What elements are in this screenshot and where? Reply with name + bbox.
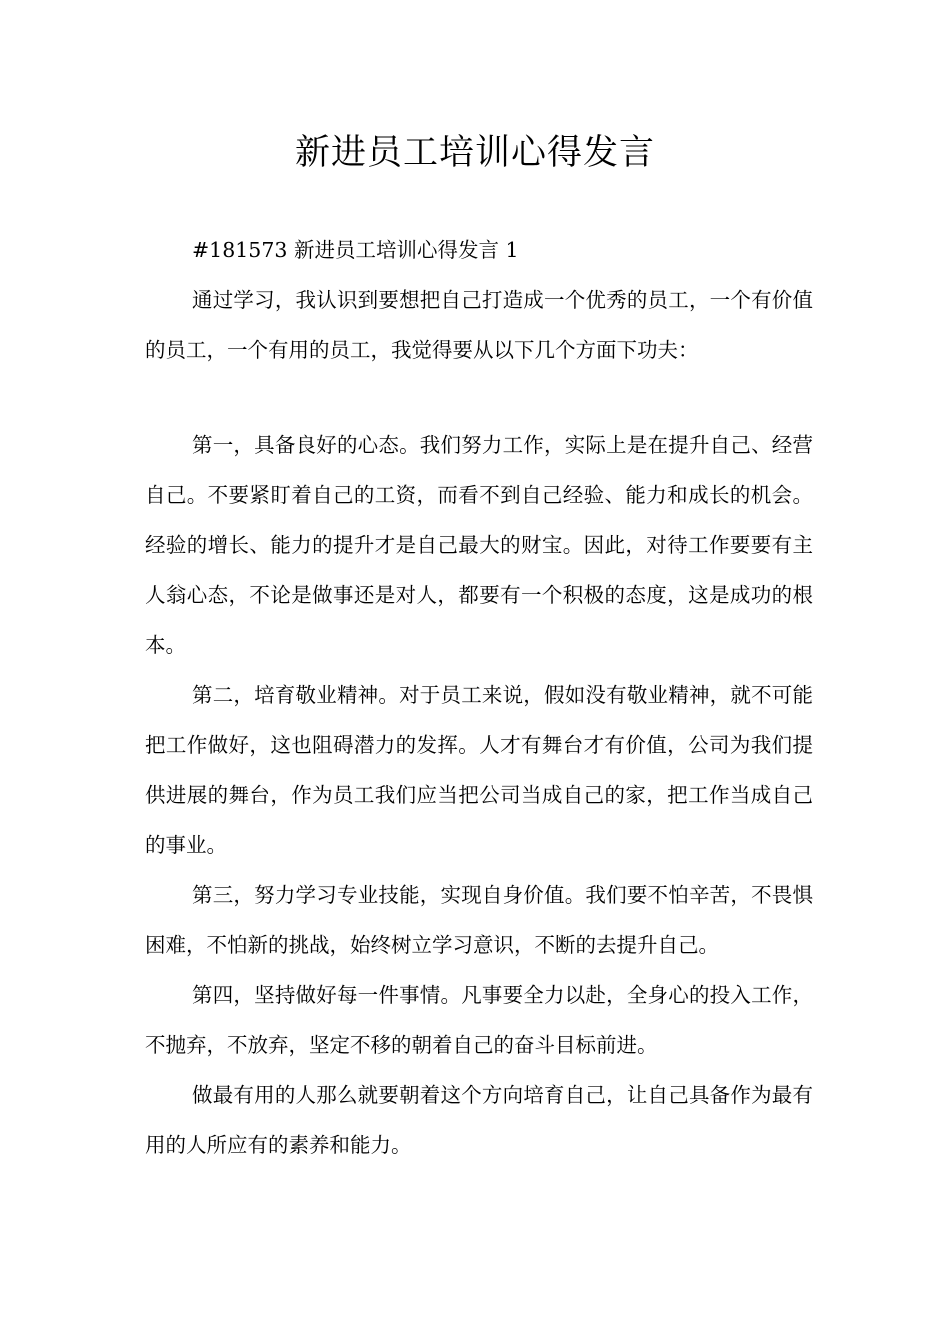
paragraph-first: 第一，具备良好的心态。我们努力工作，实际上是在提升自己、经营自己。不要紧盯着自己的工资，而看不到自己经验、能力和成长的机会。经验的增长、能力的提升才是自己最大的财宝。因此，对待工作要要有主人翁心态，不论是做事还是对人，都要有一个积极的态度，这是成功的根本。 xyxy=(145,433,813,657)
paragraph-fourth: 第四，坚持做好每一件事情。凡事要全力以赴，全身心的投入工作，不抛弃，不放弃，坚定不移的朝着自己的奋斗目标前进。 xyxy=(145,983,813,1057)
document-body xyxy=(145,225,813,1170)
document-subtitle: #181573 新进员工培训心得发言 1 xyxy=(192,238,519,262)
document-title: 新进员工培训心得发言 xyxy=(294,133,655,173)
paragraph-conclusion: 做最有用的人那么就要朝着这个方向培育自己，让自己具备作为最有用的人所应有的素养和能力。 xyxy=(145,1083,813,1157)
paragraph-third: 第三，努力学习专业技能，实现自身价值。我们要不怕辛苦，不畏惧困难，不怕新的挑战，始终树立学习意识，不断的去提升自己。 xyxy=(145,883,813,957)
paragraph-intro: 通过学习，我认识到要想把自己打造成一个优秀的员工，一个有价值的员工，一个有用的员工，我觉得要从以下几个方面下功夫： xyxy=(145,288,813,362)
paragraph-second: 第二，培育敬业精神。对于员工来说，假如没有敬业精神，就不可能把工作做好，这也阻碍潜力的发挥。人才有舞台才有价值，公司为我们提供进展的舞台，作为员工我们应当把公司当成自己的家，把工作当成自己的事业。 xyxy=(145,683,813,857)
